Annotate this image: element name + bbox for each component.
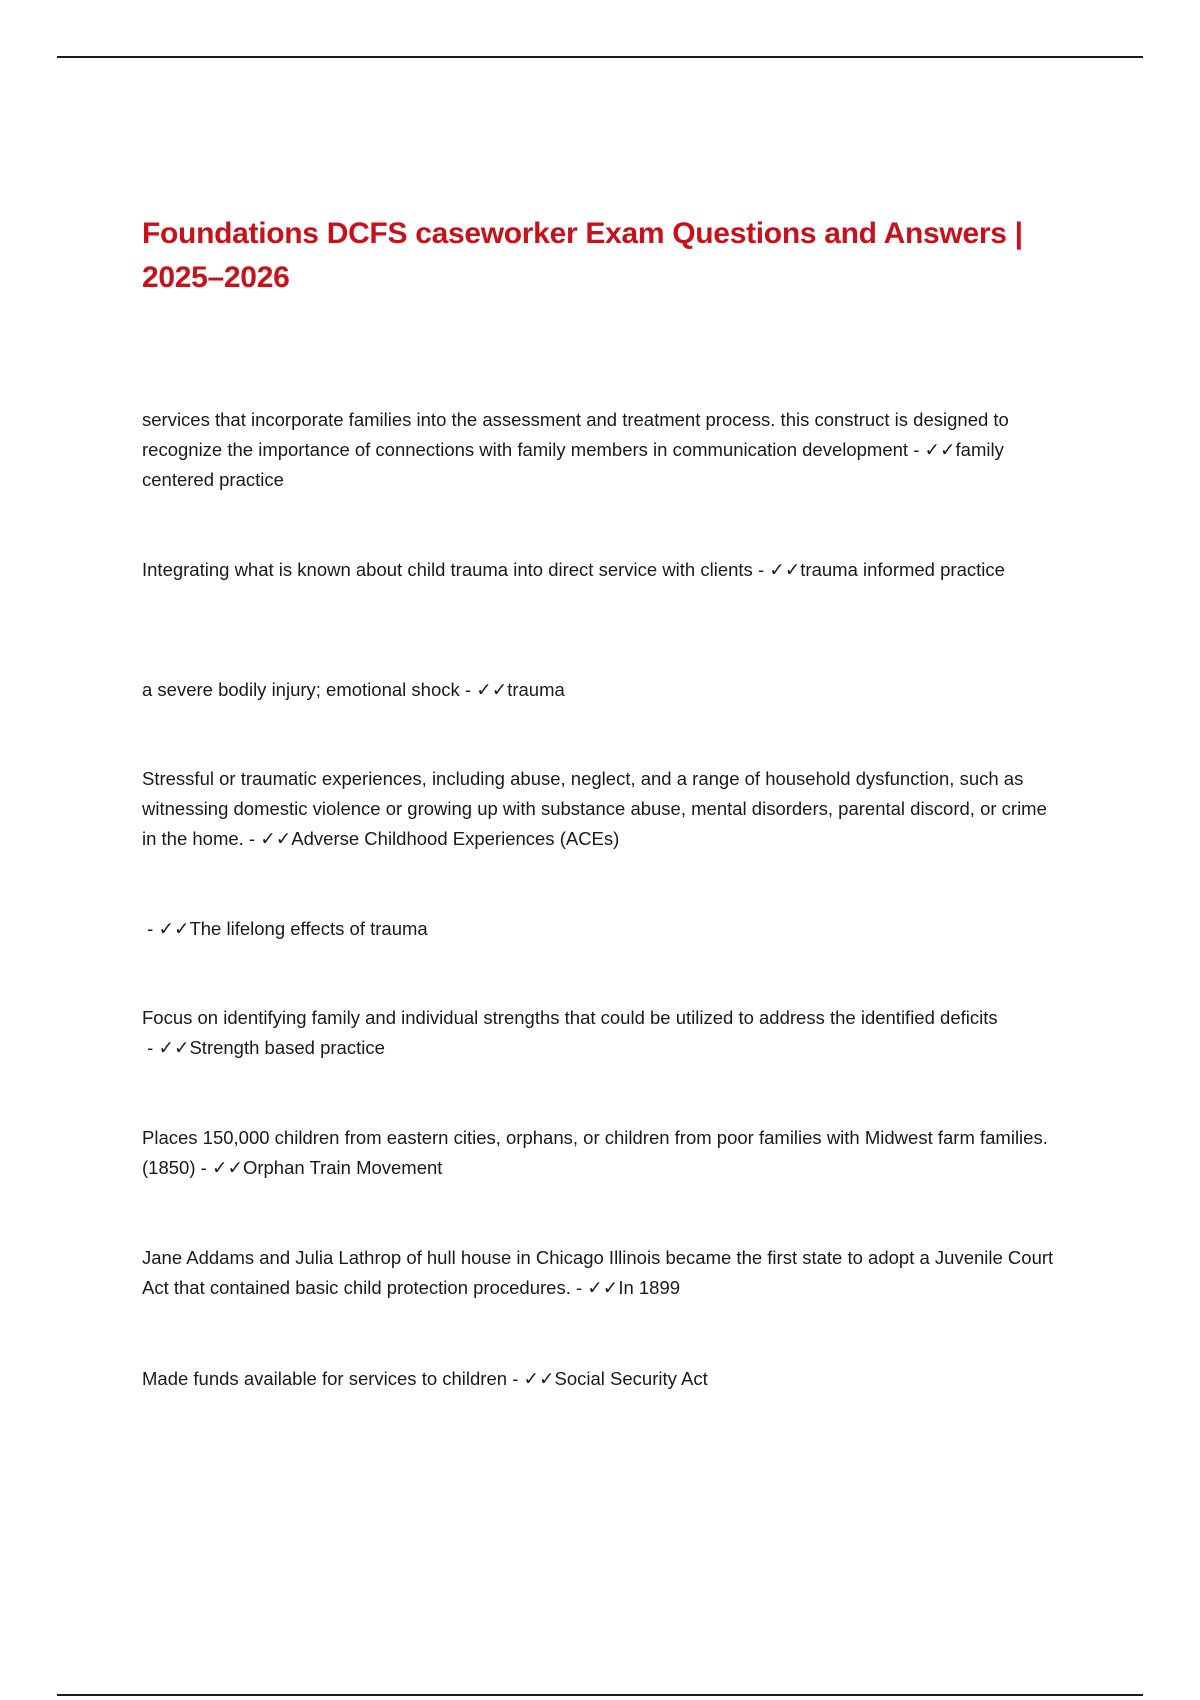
- qa-entry: [142, 675, 1062, 705]
- document-title: Foundations DCFS caseworker Exam Questions and Answers | 2025–2026: [142, 217, 1023, 294]
- question-text: Made funds available for services to children: [142, 1368, 508, 1389]
- qa-entry: [142, 555, 1062, 585]
- check-marks-icon: ✓✓: [924, 439, 956, 460]
- check-marks-icon: ✓✓: [769, 559, 801, 580]
- check-marks-icon: ✓✓: [523, 1368, 555, 1389]
- separator: -: [142, 918, 159, 939]
- qa-entry: [142, 764, 1062, 854]
- question-text: services that incorporate families into the assessment and treatment process. this construct is designed to recognize the importance of connections with family members in communication development: [142, 409, 1009, 460]
- separator: -: [908, 439, 925, 460]
- answer-text: family centered practice: [142, 439, 1004, 490]
- question-text: Jane Addams and Julia Lathrop of hull house in Chicago Illinois became the first state to adopt a Juvenile Court Act that contained basic child protection procedures.: [142, 1247, 1054, 1298]
- answer-text: The lifelong effects of trauma: [189, 918, 428, 939]
- separator: -: [459, 679, 477, 700]
- separator: -: [243, 828, 261, 849]
- check-marks-icon: ✓✓: [476, 679, 508, 700]
- question-text: Stressful or traumatic experiences, including abuse, neglect, and a range of household dysfunction, such as witnessing domestic violence or growing up with substance abuse, mental disorders, parental discord, or crime in the home.: [142, 768, 1047, 849]
- qa-entry: [142, 1243, 1062, 1303]
- answer-text: Strength based practice: [189, 1037, 385, 1058]
- answer-text: trauma: [507, 679, 565, 700]
- answer-text: trauma informed practice: [800, 559, 1005, 580]
- check-marks-icon: ✓✓: [211, 1157, 243, 1178]
- separator: -: [507, 1368, 524, 1389]
- check-marks-icon: ✓✓: [158, 918, 190, 939]
- question-text: Focus on identifying family and individual strengths that could be utilized to address the identified deficits: [142, 1007, 998, 1028]
- separator: -: [195, 1157, 212, 1178]
- separator: -: [142, 1037, 159, 1058]
- qa-entry: [142, 1123, 1062, 1183]
- check-marks-icon: ✓✓: [587, 1277, 619, 1298]
- separator: -: [570, 1277, 588, 1298]
- check-marks-icon: ✓✓: [260, 828, 292, 849]
- qa-entry: [142, 1003, 1062, 1063]
- qa-entry: [142, 1364, 1062, 1394]
- check-marks-icon: ✓✓: [158, 1037, 190, 1058]
- question-text: Integrating what is known about child trauma into direct service with clients: [142, 559, 753, 580]
- answer-text: Orphan Train Movement: [242, 1157, 443, 1178]
- qa-entry: [142, 405, 1062, 495]
- qa-entry: [142, 914, 1062, 944]
- question-text: a severe bodily injury; emotional shock: [142, 679, 460, 700]
- answer-text: Adverse Childhood Experiences (ACEs): [291, 828, 620, 849]
- footer-rule: [57, 1694, 1143, 1696]
- answer-text: Social Security Act: [554, 1368, 708, 1389]
- answer-text: In 1899: [618, 1277, 681, 1298]
- header-rule: [57, 56, 1143, 58]
- question-text: Places 150,000 children from eastern cities, orphans, or children from poor families with Midwest farm families. (1850): [142, 1127, 1048, 1178]
- separator: -: [752, 559, 770, 580]
